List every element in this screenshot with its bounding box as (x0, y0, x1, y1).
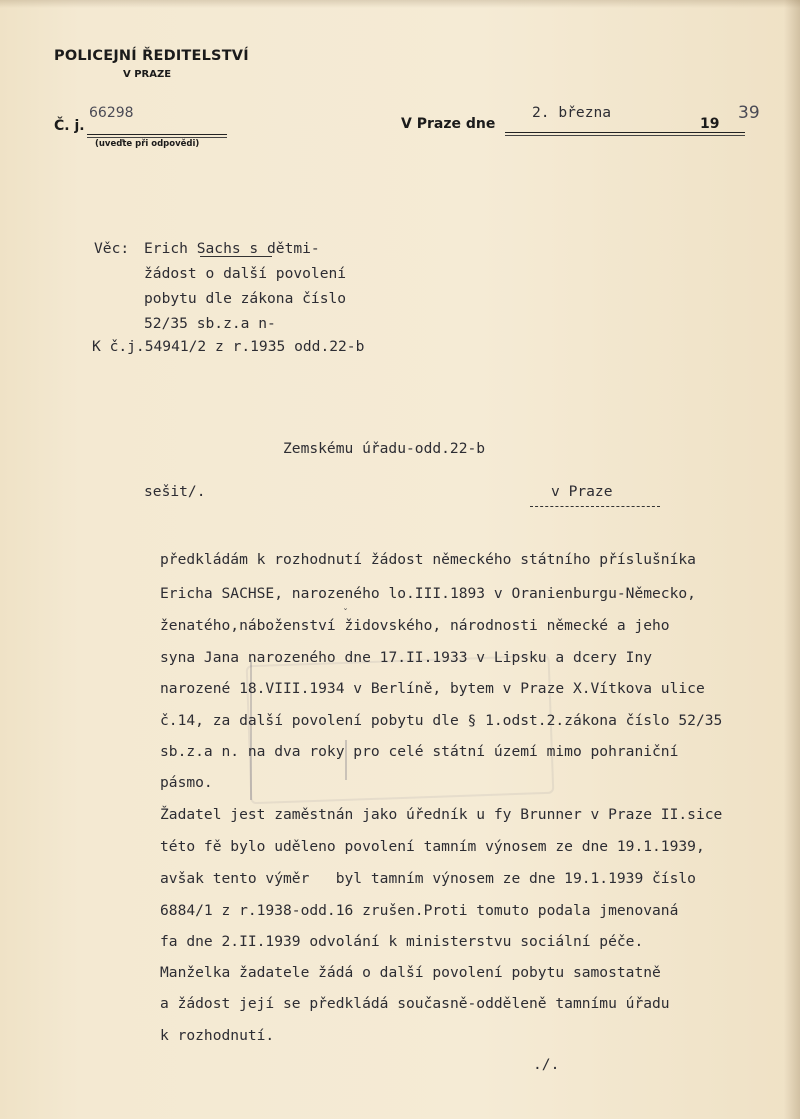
addressee-sesit: sešit/. (144, 483, 206, 500)
subject-line-5: K č.j.54941/2 z r.1935 odd.22-b (92, 338, 365, 355)
body-line: Ericha SACHSE, narozeného lo.III.1893 v Oranienburgu-Německo, (160, 585, 696, 602)
year-suffix: 39 (738, 103, 760, 123)
body-line: narozené 18.VIII.1934 v Berlíně, bytem v Praze X.Vítkova ulice (160, 680, 705, 697)
addressee-place-underline (530, 506, 660, 507)
body-line: č.14, za další povolení pobytu dle § 1.odst.2.zákona číslo 52/35 (160, 712, 723, 729)
body-line: syna Jana narozeného dne 17.II.1933 v Lipsku a dcery Iny (160, 649, 653, 666)
body-line: Manželka žadatele žádá o další povolení pobytu samostatně (160, 964, 661, 981)
ink-tick-mark: ˇ (343, 608, 348, 619)
subject-label: Věc: (94, 240, 130, 257)
reference-label: Č. j. (54, 118, 85, 134)
paper-edge-top (0, 0, 800, 8)
date-place-label: V Praze dne (401, 116, 496, 132)
body-line: 6884/1 z r.1938-odd.16 zrušen.Proti tomuto podala jmenovaná (160, 902, 679, 919)
year-prefix: 19 (700, 116, 720, 132)
body-line: fa dne 2.II.1939 odvolání k ministerstvu sociální péče. (160, 933, 644, 950)
body-line: a žádost její se předkládá současně-odděleně tamnímu úřadu (160, 995, 670, 1012)
continuation-mark: ./. (533, 1056, 560, 1073)
paper-edge-right (784, 0, 800, 1119)
body-line: k rozhodnutí. (160, 1027, 275, 1044)
subject-line-4: 52/35 sb.z.a n- (144, 315, 276, 332)
office-name: POLICEJNÍ ŘEDITELSTVÍ (54, 48, 249, 64)
reference-underline-second (87, 137, 227, 138)
faded-stamp (246, 655, 555, 805)
subject-line-3: pobytu dle zákona číslo (144, 290, 347, 307)
subject-name-underline (200, 256, 272, 257)
reference-underline (87, 134, 227, 135)
body-line: sb.z.a n. na dva roky pro celé státní území mimo pohraniční (160, 743, 679, 760)
body-line: avšak tento výměr byl tamním výnosem ze dne 19.1.1939 číslo (160, 870, 696, 887)
reference-number: 66298 (89, 105, 134, 121)
addressee-place: v Praze (551, 483, 613, 500)
body-line: předkládám k rozhodnutí žádost německého státního příslušníka (160, 551, 696, 568)
body-line: pásmo. (160, 774, 213, 791)
date-underline (505, 132, 745, 133)
addressee-line: Zemskému úřadu-odd.22-b (283, 440, 486, 457)
office-city: V PRAZE (123, 69, 172, 80)
date-underline-second (505, 135, 745, 136)
subject-name: Erich Sachs s dětmi- (144, 240, 320, 257)
subject-line-2: žádost o další povolení (144, 265, 347, 282)
body-line: Žadatel jest zaměstnán jako úředník u fy Brunner v Praze II.sice (160, 806, 723, 823)
date-value: 2. března (532, 104, 612, 121)
reference-note: (uveďte při odpovědi) (95, 139, 200, 149)
body-line: této fě bylo uděleno povolení tamním výnosem ze dne 19.1.1939, (160, 838, 705, 855)
body-line: ženatého,náboženství židovského, národnosti německé a jeho (160, 617, 670, 634)
